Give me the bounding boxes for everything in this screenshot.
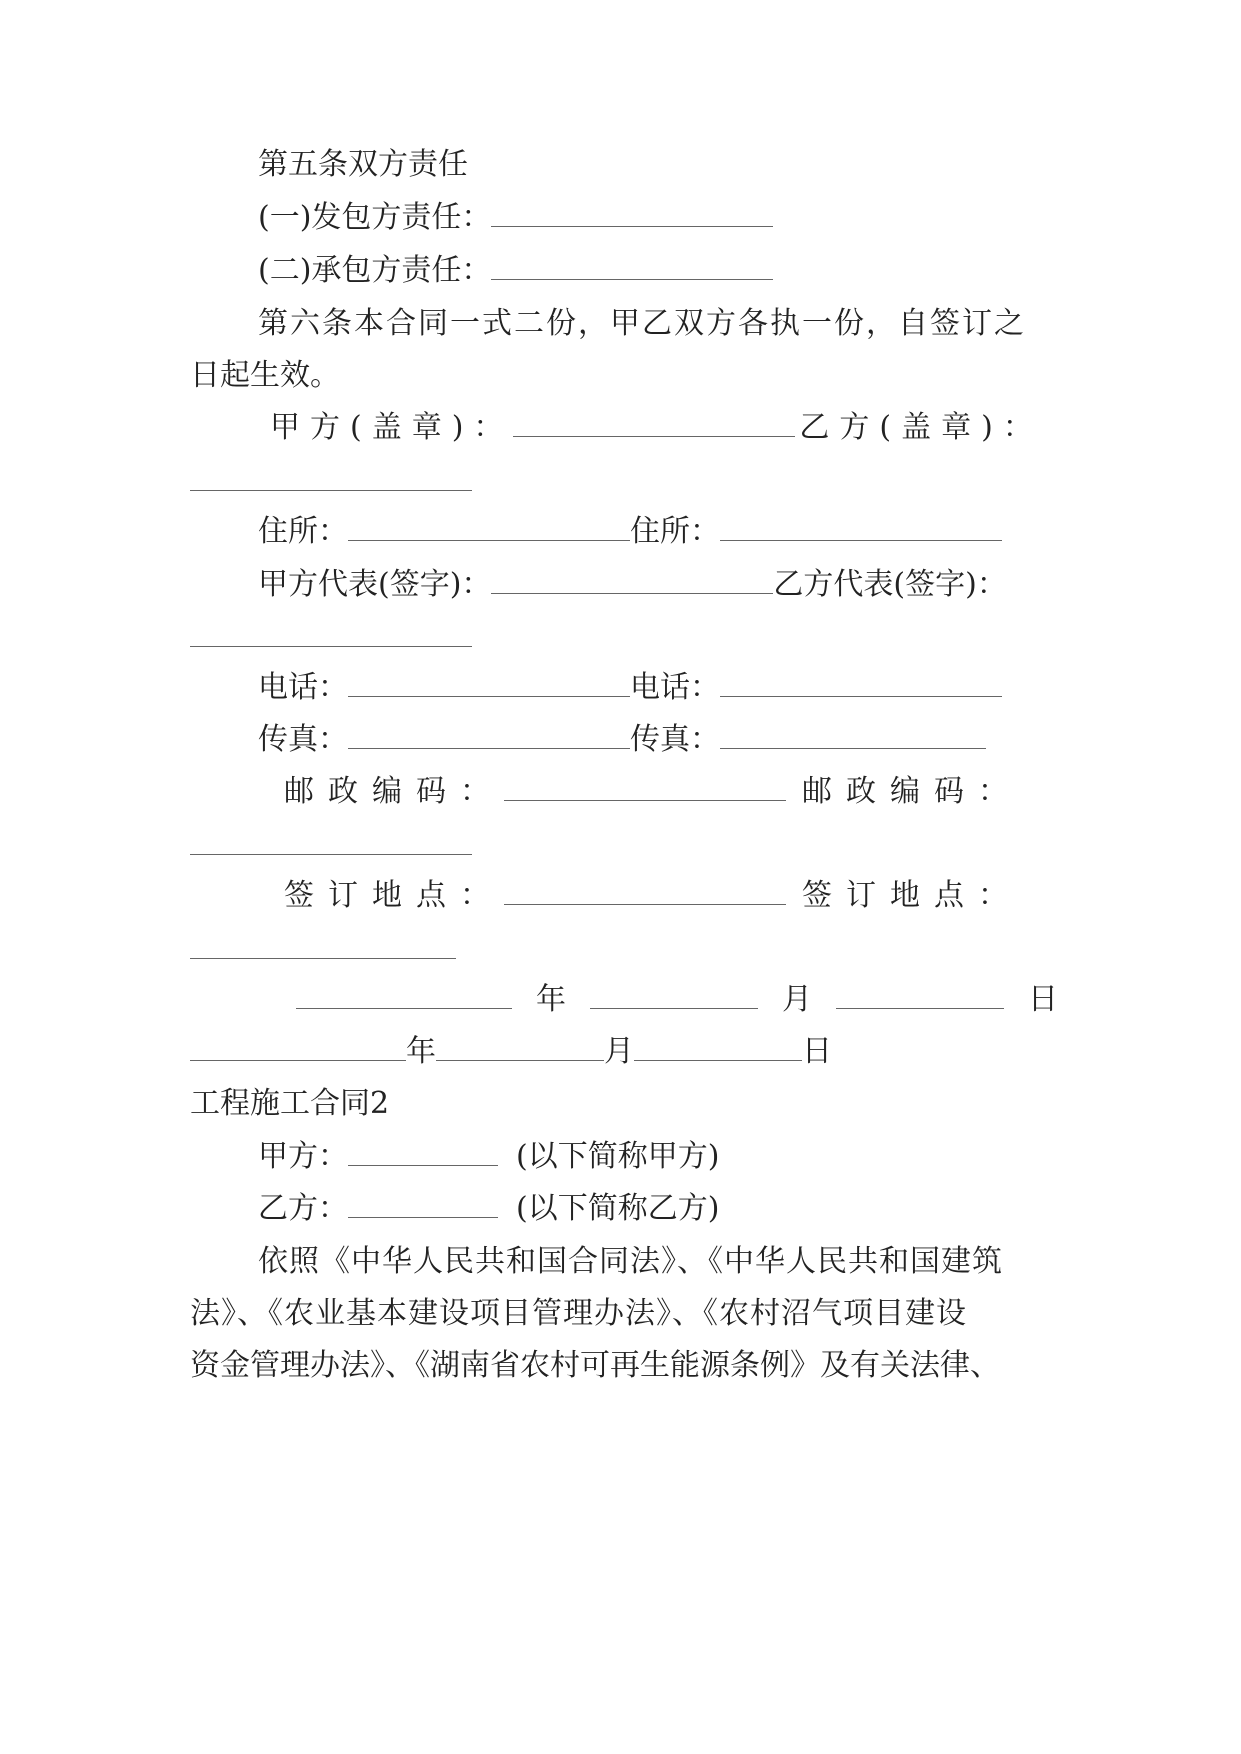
party-b-postal-blank[interactable] bbox=[190, 828, 472, 855]
party-b-phone-blank[interactable] bbox=[720, 670, 1002, 697]
date-a-year-blank[interactable] bbox=[296, 982, 512, 1009]
fax-line bbox=[190, 720, 1138, 760]
contract-2-basis-line-3: 资金管理办法》、《湖南省农村可再生能源条例》及有关法律、 bbox=[190, 1348, 1000, 1383]
article-6-line-2: 日起生效。 bbox=[190, 358, 340, 393]
contract-2-party-b-blank[interactable] bbox=[348, 1191, 498, 1218]
contract-2-basis-line-1: 依照《中华人民共和国合同法》、《中华人民共和国建筑 bbox=[258, 1244, 1003, 1279]
date-line-a bbox=[190, 980, 1176, 1020]
party-a-postal-blank[interactable] bbox=[504, 774, 786, 801]
party-a-fax-blank[interactable] bbox=[348, 722, 630, 749]
date-line-b bbox=[190, 1032, 1070, 1072]
party-a-fax-label: 传真： bbox=[258, 722, 348, 757]
party-b-place-label: 签订地点： bbox=[802, 878, 1022, 913]
party-a-place-label: 签订地点： bbox=[284, 878, 504, 913]
party-a-phone-blank[interactable] bbox=[348, 670, 630, 697]
date-a-year-label: 年 bbox=[536, 982, 566, 1017]
party-b-rep-blank[interactable] bbox=[190, 620, 472, 647]
contract-2-party-b-note: (以下简称乙方) bbox=[516, 1191, 720, 1226]
postal-line-continued bbox=[190, 826, 1070, 866]
party-a-seal-label: 甲方(盖章)： bbox=[270, 410, 514, 445]
date-a-month-label: 月 bbox=[782, 982, 812, 1017]
contract-2-title: 工程施工合同2 bbox=[190, 1086, 390, 1121]
party-b-address-label: 住所： bbox=[630, 514, 720, 549]
contractor-duty-line bbox=[190, 251, 1138, 291]
party-b-fax-label: 传真： bbox=[630, 722, 720, 757]
article-6-line-1: 第六条本合同一式二份，甲乙双方各执一份，自签订之 bbox=[258, 306, 1026, 341]
party-b-rep-label: 乙方代表(签字)： bbox=[773, 567, 1007, 602]
issuer-duty-line bbox=[190, 198, 1138, 238]
date-b-month-label: 月 bbox=[604, 1034, 634, 1069]
phone-line bbox=[190, 668, 1138, 708]
contract-2-party-a-blank[interactable] bbox=[348, 1139, 498, 1166]
contract-2-basis-line-2: 法》、《农业基本建设项目管理办法》、《农村沼气项目建设 bbox=[190, 1296, 967, 1331]
party-a-postal-label: 邮政编码： bbox=[284, 774, 504, 809]
date-b-year-blank[interactable] bbox=[190, 1034, 406, 1061]
date-b-year-label: 年 bbox=[406, 1034, 436, 1069]
date-b-day-label: 日 bbox=[802, 1034, 832, 1069]
issuer-duty-blank[interactable] bbox=[491, 200, 773, 227]
signing-place-line-continued bbox=[190, 930, 1070, 970]
postal-line bbox=[190, 772, 1164, 812]
issuer-duty-label: (一)发包方责任： bbox=[258, 200, 492, 235]
contract-2-party-a-note: (以下简称甲方) bbox=[516, 1139, 720, 1174]
party-a-address-blank[interactable] bbox=[348, 514, 630, 541]
party-a-phone-label: 电话： bbox=[258, 670, 348, 705]
signing-place-line bbox=[190, 876, 1164, 916]
contract-2-party-b-line bbox=[190, 1189, 1138, 1229]
party-b-place-blank[interactable] bbox=[190, 932, 456, 959]
contractor-duty-blank[interactable] bbox=[491, 253, 773, 280]
address-line bbox=[190, 512, 1138, 552]
contract-2-party-a-label: 甲方： bbox=[258, 1139, 348, 1174]
contract-2-party-a-line bbox=[190, 1137, 1138, 1177]
party-a-seal-blank[interactable] bbox=[513, 410, 795, 437]
date-a-day-blank[interactable] bbox=[836, 982, 1004, 1009]
date-b-month-blank[interactable] bbox=[436, 1034, 604, 1061]
party-b-postal-label: 邮政编码： bbox=[802, 774, 1022, 809]
party-b-fax-blank[interactable] bbox=[720, 722, 986, 749]
seal-line-continued bbox=[190, 462, 1070, 502]
party-b-seal-blank[interactable] bbox=[190, 464, 472, 491]
date-a-day-label: 日 bbox=[1028, 982, 1058, 1017]
party-b-phone-label: 电话： bbox=[630, 670, 720, 705]
article-5-title: 第五条双方责任 bbox=[258, 147, 468, 182]
representative-line bbox=[190, 565, 1138, 605]
seal-line bbox=[190, 408, 1150, 448]
party-a-place-blank[interactable] bbox=[504, 878, 786, 905]
representative-line-continued bbox=[190, 618, 1070, 658]
date-b-day-blank[interactable] bbox=[634, 1034, 802, 1061]
date-a-month-blank[interactable] bbox=[590, 982, 758, 1009]
party-b-seal-label: 乙方(盖章)： bbox=[799, 410, 1043, 445]
party-a-rep-blank[interactable] bbox=[491, 567, 773, 594]
contractor-duty-label: (二)承包方责任： bbox=[258, 253, 492, 288]
party-a-rep-label: 甲方代表(签字)： bbox=[258, 567, 492, 602]
contract-2-party-b-label: 乙方： bbox=[258, 1191, 348, 1226]
party-a-address-label: 住所： bbox=[258, 514, 348, 549]
party-b-address-blank[interactable] bbox=[720, 514, 1002, 541]
